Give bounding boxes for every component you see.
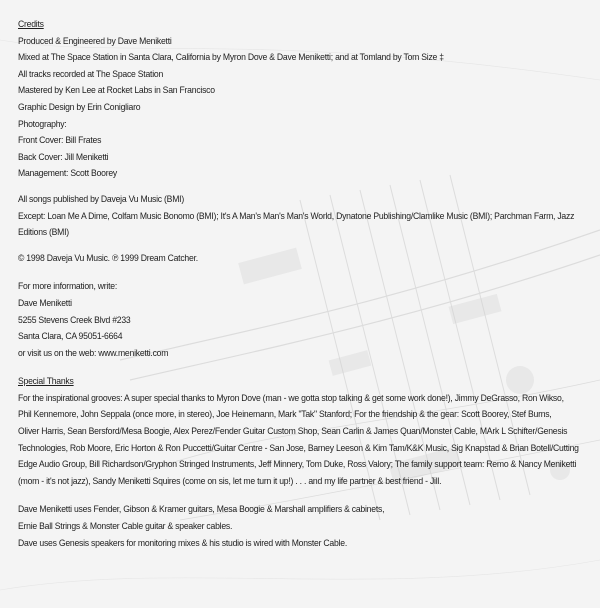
- credit-line: Mastered by Ken Lee at Rocket Labs in San Francisco: [18, 84, 215, 96]
- gear-line: Dave uses Genesis speakers for monitoring mixes & his studio is wired with Monster Cable.: [18, 536, 347, 548]
- publishing-line: Except: Loan Me A Dime, Colfam Music Bonomo (BMI); It's A Man's Man's Man's World, Dynatone Publishing/Clamlike Music (BMI); Parchman Farm, Jazz: [18, 209, 575, 221]
- credit-line: Graphic Design by Erin Conigliaro: [18, 100, 141, 112]
- thanks-line: Oliver Harris, Sean Bersford/Mesa Boogie, Alex Perez/Fender Guitar Custom Shop, Sean Carlin & James Quan/Monster Cable, MArk L Schifter/Genesis: [18, 425, 568, 437]
- thanks-line: Edge Audio Group, Bill Richardson/Gryphon Stringed Instruments, Jeff Minnery, Tom Duke, Ross Valory; The family support team: Remo & Nancy Meniketti: [18, 458, 577, 470]
- thanks-line: (mom - it's not jazz), Sandy Meniketti Squires (come on sis, let me turn it up!) . . . and my life partner & best friend - Jill.: [18, 474, 442, 486]
- gear-line: Dave Meniketti uses Fender, Gibson & Kramer guitars, Mesa Boogie & Marshall amplifiers & cabinets,: [18, 503, 385, 515]
- credit-line: Produced & Engineered by Dave Meniketti: [18, 34, 172, 46]
- credit-line: Back Cover: Jill Meniketti: [18, 150, 109, 162]
- credit-line: Mixed at The Space Station in Santa Clara, California by Myron Dove & Dave Meniketti; and at Tomland by Tom Size ‡: [18, 51, 444, 63]
- liner-notes-text: [18, 16, 584, 551]
- thanks-line: For the inspirational grooves: A super special thanks to Myron Dove (man - we gotta stop talking & get some work done!), Jimmy DeGrasso, Ron Wikso,: [18, 391, 564, 403]
- contact-line: For more information, write:: [18, 280, 118, 292]
- credit-line: All tracks recorded at The Space Station: [18, 67, 164, 79]
- website-line: or visit us on the web: www.meniketti.com: [18, 346, 169, 358]
- credit-line: Photography:: [18, 117, 67, 129]
- publishing-line: All songs published by Daveja Vu Music (BMI): [18, 192, 184, 204]
- contact-line: Santa Clara, CA 95051-6664: [18, 330, 123, 342]
- contact-line: 5255 Stevens Creek Blvd #233: [18, 313, 131, 325]
- credit-line: Management: Scott Boorey: [18, 167, 118, 179]
- special-thanks-heading: Special Thanks: [18, 375, 74, 387]
- publishing-line: Editions (BMI): [18, 226, 69, 238]
- credits-heading: Credits: [18, 18, 44, 29]
- gear-line: Ernie Ball Strings & Monster Cable guitar & speaker cables.: [18, 520, 233, 532]
- contact-line: Dave Meniketti: [18, 296, 72, 308]
- thanks-line: Phil Kennemore, John Seppala (once more, in stereo), Joe Heinemann, Mark "Tak" Stanford; For the friendship & the gear: Scott Boorey, Stef Burns,: [18, 408, 552, 420]
- thanks-line: Technologies, Rob Moore, Eric Horton & Ron Puccetti/Guitar Centre - San Jose, Barney Leeson & Kim Tam/K&K Music, Sig Knapstad & Brian Botell/Cutting: [18, 441, 579, 453]
- copyright-line: © 1998 Daveja Vu Music. ℗ 1999 Dream Catcher.: [18, 251, 198, 263]
- credit-line: Front Cover: Bill Frates: [18, 134, 102, 146]
